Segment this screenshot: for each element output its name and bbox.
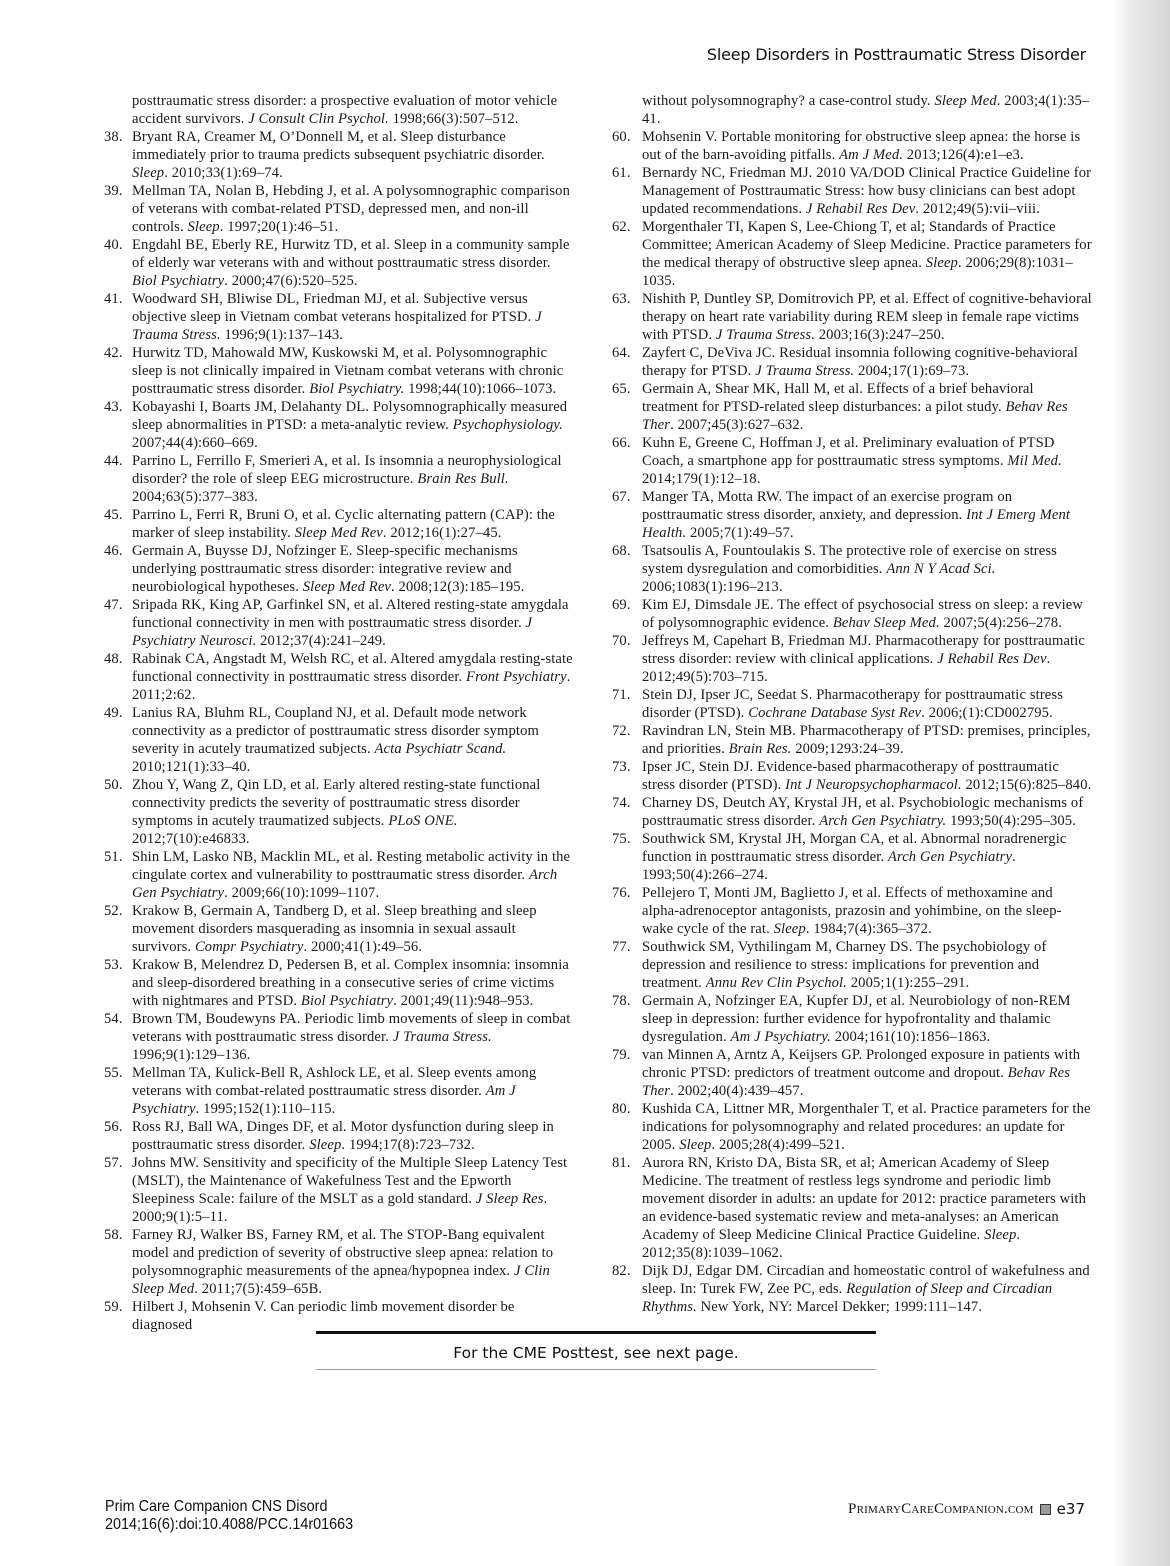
reference-number: 44. — [104, 453, 123, 469]
reference-text — [642, 758, 1092, 794]
reference-text — [642, 164, 1092, 218]
reference-body: Ravindran LN, Stein MB. Pharmacotherapy of PTSD: premises, principles, and priorities. — [642, 723, 1091, 757]
reference-journal: J Sleep Res — [475, 1191, 544, 1207]
footer-doi: 2014;16(6):doi:10.4088/PCC.14r01663 — [105, 1516, 354, 1533]
footer-citation-block — [105, 1498, 353, 1534]
reference-text — [642, 794, 1092, 830]
reference-item — [104, 596, 577, 650]
reference-number: 81. — [612, 1155, 631, 1171]
reference-text — [132, 236, 577, 290]
reference-body: Shin LM, Lasko NB, Macklin ML, et al. Resting metabolic activity in the cingulate cortex and vulnerability to posttraumatic stress disorder. — [132, 849, 571, 883]
references-left-column — [104, 92, 577, 1334]
reference-journal: Sleep — [187, 219, 220, 235]
cme-notice: For the CME Posttest, see next page. — [453, 1344, 739, 1362]
reference-body: Engdahl BE, Eberly RE, Hurwitz TD, et al. Sleep in a community sample of elderly war veterans with and without posttraumatic stress disorder. — [132, 237, 570, 271]
reference-item — [104, 776, 577, 848]
reference-citation: 2004;17(1):69–73. — [854, 363, 970, 379]
running-title: Sleep Disorders in Posttraumatic Stress Disorder — [706, 45, 1086, 64]
reference-text — [642, 92, 1092, 128]
reference-number: 77. — [612, 939, 631, 955]
reference-number: 63. — [612, 291, 631, 307]
reference-journal: Biol Psychiatry — [300, 993, 394, 1009]
reference-number: 76. — [612, 885, 631, 901]
reference-journal: Ann N Y Acad Sci. — [886, 561, 996, 577]
reference-journal: Psychophysiology. — [452, 417, 563, 433]
reference-citation: . 2003;4(1):35–41. — [642, 93, 1090, 127]
reference-body: Sripada RK, King AP, Garfinkel SN, et al. Altered resting-state amygdala functional connectivity in men with posttraumatic stress disorder. — [132, 597, 569, 631]
reference-citation: . 2000;47(6):520–525. — [224, 273, 358, 289]
reference-item — [104, 1226, 577, 1298]
reference-text — [132, 542, 577, 596]
reference-body: Charney DS, Deutch AY, Krystal JH, et al. Psychobiologic mechanisms of posttraumatic stress disorder. — [642, 795, 1084, 829]
reference-text — [642, 596, 1092, 632]
reference-item — [104, 128, 577, 182]
reference-journal: Cochrane Database Syst Rev — [748, 705, 922, 721]
reference-number: 74. — [612, 795, 631, 811]
reference-item — [612, 596, 1092, 632]
reference-item — [104, 1064, 577, 1118]
references-right-column — [612, 92, 1092, 1316]
reference-journal: Front Psychiatry — [466, 669, 567, 685]
reference-body: Nishith P, Duntley SP, Domitrovich PP, et al. Effect of cognitive-behavioral therapy on heart rate variability during REM sleep in female rape victims with PTSD. — [642, 291, 1092, 343]
reference-text — [132, 776, 577, 848]
reference-number: 55. — [104, 1065, 123, 1081]
reference-citation: 2010;121(1):33–40. — [132, 759, 251, 775]
reference-body: Mellman TA, Kulick-Bell R, Ashlock LE, et al. Sleep events among veterans with combat-related posttraumatic stress disorder. — [132, 1065, 537, 1099]
reference-journal: J Rehabil Res Dev — [937, 651, 1047, 667]
reference-number: 65. — [612, 381, 631, 397]
reference-citation: 2005;1(1):255–291. — [846, 975, 970, 991]
reference-text — [642, 488, 1092, 542]
reference-text — [132, 398, 577, 452]
reference-body: Krakow B, Melendrez D, Pedersen B, et al. Complex insomnia: insomnia and sleep-disordered breathing in a consecutive series of crime victims with nightmares and PTSD. — [132, 957, 569, 1009]
reference-body: Pellejero T, Monti JM, Baglietto J, et al. Effects of methoxamine and alpha-adrenoceptor antagonists, prazosin and yohimbine, on the sleep-wake cycle of the rat. — [642, 885, 1062, 937]
reference-text — [642, 830, 1092, 884]
reference-item — [104, 1118, 577, 1154]
reference-citation: 2012;7(10):e46833. — [132, 831, 250, 847]
reference-item — [612, 92, 1092, 128]
reference-citation: New York, NY: Marcel Dekker; 1999:111–147. — [696, 1299, 983, 1315]
reference-citation: 2014;179(1):12–18. — [642, 471, 761, 487]
reference-journal: Behav Res Ther — [642, 399, 1068, 433]
reference-body: Zhou Y, Wang Z, Qin LD, et al. Early altered resting-state functional connectivity predicts the severity of posttraumatic stress disorder symptoms in acutely traumatized subjects. — [132, 777, 541, 829]
reference-citation: . 2008;12(3):185–195. — [391, 579, 525, 595]
reference-journal: Sleep Med Rev — [294, 525, 383, 541]
reference-body: Hilbert J, Mohsenin V. Can periodic limb movement disorder be diagnosed — [132, 1299, 515, 1333]
reference-text — [132, 650, 577, 704]
reference-item — [104, 344, 577, 398]
reference-citation: . 2010;33(1):69–74. — [164, 165, 283, 181]
reference-item — [612, 380, 1092, 434]
reference-item — [104, 92, 577, 128]
footer-website: PrimaryCareCompanion.com — [848, 1500, 1034, 1517]
reference-citation: 2012;15(6):825–840. — [961, 777, 1092, 793]
reference-journal: Arch Gen Psychiatry. — [819, 813, 947, 829]
reference-number: 42. — [104, 345, 123, 361]
reference-number: 41. — [104, 291, 123, 307]
reference-journal: Arch Gen Psychiatry — [132, 867, 558, 901]
reference-citation: 2004;161(10):1856–1863. — [830, 1029, 991, 1045]
reference-text — [642, 686, 1092, 722]
reference-item — [104, 542, 577, 596]
reference-text — [132, 344, 577, 398]
reference-body: Hurwitz TD, Mahowald MW, Kuskowski M, et al. Polysomnographic sleep is not clinically impaired in Vietnam combat veterans with chronic posttraumatic stress disorder. — [132, 345, 564, 397]
reference-citation: . 2006;(1):CD002795. — [921, 705, 1053, 721]
reference-journal: J Rehabil Res Dev — [805, 201, 916, 217]
reference-body: Tsatsoulis A, Fountoulakis S. The protective role of exercise on stress system dysregulation and comorbidities. — [642, 543, 1057, 577]
reference-item — [104, 1154, 577, 1226]
reference-text — [132, 902, 577, 956]
reference-number: 59. — [104, 1299, 123, 1315]
reference-text — [642, 722, 1092, 758]
reference-body: Johns MW. Sensitivity and specificity of the Multiple Sleep Latency Test (MSLT), the Maintenance of Wakefulness Test and the Epworth Sleepiness Scale: failure of the MSLT as a gold standard. — [132, 1155, 568, 1207]
reference-text — [642, 434, 1092, 488]
reference-item — [612, 1100, 1092, 1154]
reference-citation: . 2012;35(8):1039–1062. — [642, 1227, 1021, 1261]
reference-body: Aurora RN, Kristo DA, Bista SR, et al; American Academy of Sleep Medicine. The treatment of restless legs syndrome and periodic limb movement disorder in adults: an update for 2012: practice parameters with an evidence-based systematic review and meta-analyses: an American Academy of Sleep Medicine Clinical Practice Guideline. — [642, 1155, 1086, 1243]
reference-item — [612, 686, 1092, 722]
reference-text — [132, 452, 577, 506]
reference-item — [612, 434, 1092, 488]
reference-text — [642, 542, 1092, 596]
reference-body: Kushida CA, Littner MR, Morgenthaler T, et al. Practice parameters for the indications for polysomnography and related procedures: an update for 2005. — [642, 1101, 1091, 1153]
reference-citation: 2013;126(4):e1–e3. — [903, 147, 1024, 163]
reference-text — [642, 380, 1092, 434]
reference-journal: Sleep — [925, 255, 958, 271]
reference-citation: . 2006;29(8):1031–1035. — [642, 255, 1073, 289]
reference-journal: J Trauma Stress. — [392, 1029, 492, 1045]
reference-number: 61. — [612, 165, 631, 181]
reference-body: Kobayashi I, Boarts JM, Delahanty DL. Polysomnographically measured sleep abnormalities in PTSD: a meta-analytic review. — [132, 399, 568, 433]
reference-text — [132, 128, 577, 182]
reference-body: Bryant RA, Creamer M, O’Donnell M, et al. Sleep disturbance immediately prior to trauma predicts subsequent psychiatric disorder. — [132, 129, 545, 163]
reference-text — [642, 938, 1092, 992]
reference-item — [612, 794, 1092, 830]
reference-item — [612, 1262, 1092, 1316]
reference-number: 56. — [104, 1119, 123, 1135]
reference-body: Mohsenin V. Portable monitoring for obstructive sleep apnea: the horse is out of the barn-avoiding pitfalls. — [642, 129, 1081, 163]
reference-item — [104, 1298, 577, 1334]
reference-citation: 2009;1293:24–39. — [791, 741, 904, 757]
reference-item — [612, 542, 1092, 596]
reference-citation: 1998;44(10):1066–1073. — [404, 381, 557, 397]
reference-body: Morgenthaler TI, Kapen S, Lee-Chiong T, et al; Standards of Practice Committee; American Academy of Sleep Medicine. Practice parameters for the medical therapy of obstructive sleep apnea. — [642, 219, 1092, 271]
reference-journal: Sleep — [679, 1137, 712, 1153]
reference-journal: J Trauma Stress. — [715, 327, 815, 343]
reference-number: 75. — [612, 831, 631, 847]
reference-citation: 1998;66(3):507–512. — [388, 111, 519, 127]
reference-journal: Brain Res Bull. — [417, 471, 509, 487]
reference-body: Stein DJ, Ipser JC, Seedat S. Pharmacotherapy for posttraumatic stress disorder (PTSD). — [642, 687, 1063, 721]
reference-citation: . 2000;9(1):5–11. — [132, 1191, 548, 1225]
reference-journal: Mil Med. — [1007, 453, 1062, 469]
reference-citation: . 2011;2:62. — [132, 669, 571, 703]
reference-journal: PLoS ONE. — [388, 813, 458, 829]
reference-journal: Acta Psychiatr Scand. — [374, 741, 507, 757]
reference-text — [642, 1100, 1092, 1154]
reference-text — [132, 1226, 577, 1298]
reference-text — [132, 956, 577, 1010]
reference-body: Brown TM, Boudewyns PA. Periodic limb movements of sleep in combat veterans with posttraumatic stress disorder. — [132, 1011, 571, 1045]
reference-number: 68. — [612, 543, 631, 559]
reference-journal: Sleep — [984, 1227, 1017, 1243]
reference-journal: Am J Psychiatry. — [730, 1029, 831, 1045]
reference-body: Dijk DJ, Edgar DM. Circadian and homeostatic control of wakefulness and sleep. In: Turek FW, Zee PC, eds. — [642, 1263, 1090, 1297]
reference-journal: Behav Sleep Med. — [832, 615, 940, 631]
reference-journal: Sleep — [132, 165, 165, 181]
reference-item — [104, 398, 577, 452]
reference-citation: . 1993;50(4):266–274. — [642, 849, 1016, 883]
reference-text — [642, 632, 1092, 686]
reference-body: Parrino L, Ferrillo F, Smerieri A, et al. Is insomnia a neurophysiological disorder? the role of sleep EEG microstructure. — [132, 453, 562, 487]
reference-number: 48. — [104, 651, 123, 667]
page-edge-shadow — [1112, 0, 1170, 1566]
reference-citation: 2006;1083(1):196–213. — [642, 579, 783, 595]
reference-number: 38. — [104, 129, 123, 145]
reference-body: Ross RJ, Ball WA, Dinges DF, et al. Motor dysfunction during sleep in posttraumatic stress disorder. — [132, 1119, 554, 1153]
reference-item — [612, 830, 1092, 884]
reference-journal: Annu Rev Clin Psychol. — [705, 975, 847, 991]
reference-citation: . 2001;49(11):948–953. — [393, 993, 534, 1009]
reference-citation: 2005;7(1):49–57. — [686, 525, 794, 541]
reference-body: without polysomnography? a case-control study. — [642, 93, 935, 109]
reference-text — [642, 218, 1092, 290]
reference-body: Germain A, Shear MK, Hall M, et al. Effects of a brief behavioral treatment for PTSD-related sleep disturbances: a pilot study. — [642, 381, 1034, 415]
reference-citation: 2007;5(4):256–278. — [939, 615, 1062, 631]
reference-item — [104, 506, 577, 542]
reference-citation: . 2007;45(3):627–632. — [670, 417, 804, 433]
reference-number: 66. — [612, 435, 631, 451]
reference-journal: Am J Med. — [839, 147, 904, 163]
reference-item — [104, 236, 577, 290]
reference-body: Farney RJ, Walker BS, Farney RM, et al. The STOP-Bang equivalent model and prediction of severity of obstructive sleep apnea: relation to polysomnographic measurements of the apnea/hypopnea index. — [132, 1227, 554, 1279]
reference-number: 70. — [612, 633, 631, 649]
reference-item — [104, 956, 577, 1010]
page-number: e37 — [1056, 1500, 1085, 1518]
reference-citation: 2003;16(3):247–250. — [815, 327, 945, 343]
reference-journal: Int J Neuropsychopharmacol. — [785, 777, 962, 793]
reference-body: posttraumatic stress disorder: a prospective evaluation of motor vehicle accident survivors. — [132, 93, 558, 127]
reference-text — [132, 596, 577, 650]
reference-text — [132, 290, 577, 344]
reference-number: 62. — [612, 219, 631, 235]
reference-body: Ipser JC, Stein DJ. Evidence-based pharmacotherapy of posttraumatic stress disorder (PTSD). — [642, 759, 1059, 793]
reference-item — [104, 182, 577, 236]
reference-number: 73. — [612, 759, 631, 775]
reference-citation: 2007;44(4):660–669. — [132, 435, 258, 451]
reference-text — [132, 1298, 577, 1334]
reference-citation: . 1994;17(8):723–732. — [341, 1137, 475, 1153]
reference-citation: 1996;9(1):137–143. — [220, 327, 343, 343]
reference-body: Mellman TA, Nolan B, Hebding J, et al. A polysomnographic comparison of veterans with combat-related PTSD, depressed men, and non-ill controls. — [132, 183, 570, 235]
reference-journal: Biol Psychiatry — [132, 273, 225, 289]
reference-body: Parrino L, Ferri R, Bruni O, et al. Cyclic alternating pattern (CAP): the marker of sleep instability. — [132, 507, 555, 541]
reference-text — [132, 92, 577, 128]
reference-body: Manger TA, Motta RW. The impact of an exercise program on posttraumatic stress disorder, anxiety, and depression. — [642, 489, 1013, 523]
reference-body: Southwick SM, Vythilingam M, Charney DS. The psychobiology of depression and resilience to stress: implications for prevention and treatment. — [642, 939, 1047, 991]
reference-journal: Arch Gen Psychiatry — [887, 849, 1013, 865]
reference-citation: . 2012;49(5):vii–viii. — [915, 201, 1040, 217]
reference-text — [642, 290, 1092, 344]
reference-body: Kim EJ, Dimsdale JE. The effect of psychosocial stress on sleep: a review of polysomnographic evidence. — [642, 597, 1084, 631]
reference-text — [642, 344, 1092, 380]
reference-number: 69. — [612, 597, 631, 613]
reference-text — [132, 182, 577, 236]
reference-item — [104, 650, 577, 704]
reference-citation: . 2011;7(5):459–65B. — [194, 1281, 323, 1297]
reference-item — [612, 344, 1092, 380]
reference-number: 54. — [104, 1011, 123, 1027]
footer-right — [848, 1500, 1085, 1518]
reference-text — [132, 848, 577, 902]
reference-item — [612, 1046, 1092, 1100]
reference-text — [642, 128, 1092, 164]
reference-text — [132, 704, 577, 776]
reference-body: Kuhn E, Greene C, Hoffman J, et al. Preliminary evaluation of PTSD Coach, a smartphone app for posttraumatic stress symptoms. — [642, 435, 1055, 469]
reference-journal: J Consult Clin Psychol. — [248, 111, 389, 127]
reference-text — [132, 1154, 577, 1226]
reference-number: 47. — [104, 597, 123, 613]
reference-number: 45. — [104, 507, 123, 523]
reference-journal: J Clin Sleep Med — [132, 1263, 550, 1297]
reference-citation: . 1984;7(4):365–372. — [805, 921, 932, 937]
reference-number — [104, 92, 132, 128]
reference-item — [612, 884, 1092, 938]
reference-number: 40. — [104, 237, 123, 253]
reference-item — [104, 290, 577, 344]
reference-text — [642, 1262, 1092, 1316]
reference-body: Germain A, Nofzinger EA, Kupfer DJ, et al. Neurobiology of non-REM sleep in depression: further evidence for hypofrontality and thalamic dysregulation. — [642, 993, 1071, 1045]
reference-citation: . 2012;37(4):241–249. — [252, 633, 386, 649]
reference-body: Rabinak CA, Angstadt M, Welsh RC, et al. Altered amygdala resting-state functional connectivity in posttraumatic stress disorder. — [132, 651, 573, 685]
reference-body: van Minnen A, Arntz A, Keijsers GP. Prolonged exposure in patients with chronic PTSD: predictors of treatment outcome and dropout. — [642, 1047, 1081, 1081]
reference-number: 82. — [612, 1263, 631, 1279]
footer-journal: Prim Care Companion CNS Disord — [105, 1498, 328, 1515]
reference-item — [612, 938, 1092, 992]
reference-number: 57. — [104, 1155, 123, 1171]
reference-number: 60. — [612, 129, 631, 145]
reference-body: Zayfert C, DeViva JC. Residual insomnia following cognitive-behavioral therapy for PTSD. — [642, 345, 1078, 379]
reference-journal: J Trauma Stress. — [755, 363, 855, 379]
reference-citation: 1996;9(1):129–136. — [132, 1047, 251, 1063]
reference-number: 79. — [612, 1047, 631, 1063]
reference-citation: . 2009;66(10):1099–1107. — [224, 885, 380, 901]
reference-number: 64. — [612, 345, 631, 361]
reference-body: Germain A, Buysse DJ, Nofzinger E. Sleep-specific mechanisms underlying posttraumatic stress disorder: integrative review and neurobiological hypotheses. — [132, 543, 518, 595]
reference-number: 52. — [104, 903, 123, 919]
reference-text — [132, 1064, 577, 1118]
reference-text — [642, 1154, 1092, 1262]
reference-item — [104, 848, 577, 902]
reference-citation: 2004;63(5):377–383. — [132, 489, 258, 505]
reference-citation: . 2002;40(4):439–457. — [670, 1083, 804, 1099]
reference-journal: Sleep — [309, 1137, 342, 1153]
reference-body: Southwick SM, Krystal JH, Morgan CA, et al. Abnormal noradrenergic function in posttraumatic stress disorder. — [642, 831, 1067, 865]
reference-number: 58. — [104, 1227, 123, 1243]
reference-item — [612, 722, 1092, 758]
reference-item — [612, 758, 1092, 794]
reference-text — [132, 1010, 577, 1064]
reference-journal: Behav Res Ther — [642, 1065, 1071, 1099]
reference-number: 67. — [612, 489, 631, 505]
reference-body: Woodward SH, Bliwise DL, Friedman MJ, et al. Subjective versus objective sleep in Vietnam combat veterans hospitalized for PTSD. — [132, 291, 536, 325]
reference-number: 78. — [612, 993, 631, 1009]
reference-item — [612, 290, 1092, 344]
reference-number: 43. — [104, 399, 123, 415]
reference-journal: Brain Res. — [728, 741, 792, 757]
reference-citation: . 2005;28(4):499–521. — [711, 1137, 845, 1153]
reference-body: Jeffreys M, Capehart B, Friedman MJ. Pharmacotherapy for posttraumatic stress disorder: review with clinical applications. — [642, 633, 1085, 667]
reference-citation: . 2000;41(1):49–56. — [303, 939, 423, 955]
reference-journal: J Trauma Stress. — [132, 309, 542, 343]
square-bullet-icon — [1040, 1504, 1051, 1515]
reference-number: 80. — [612, 1101, 631, 1117]
reference-number: 71. — [612, 687, 631, 703]
reference-item — [612, 1154, 1092, 1262]
reference-number: 49. — [104, 705, 123, 721]
reference-journal: Sleep — [773, 921, 806, 937]
reference-citation: . 1997;20(1):46–51. — [219, 219, 339, 235]
reference-number: 51. — [104, 849, 123, 865]
reference-journal: Sleep Med — [934, 93, 997, 109]
reference-text — [642, 992, 1092, 1046]
reference-item — [612, 128, 1092, 164]
reference-number — [612, 92, 642, 128]
reference-item — [612, 164, 1092, 218]
reference-body: Lanius RA, Bluhm RL, Coupland NJ, et al. Default mode network connectivity as a predictor of posttraumatic stress disorder symptom severity in acutely traumatized subjects. — [132, 705, 539, 757]
reference-item — [104, 902, 577, 956]
reference-item — [612, 218, 1092, 290]
reference-item — [612, 992, 1092, 1046]
reference-text — [132, 506, 577, 542]
reference-item — [104, 452, 577, 506]
reference-journal: Compr Psychiatry — [194, 939, 304, 955]
reference-journal: Biol Psychiatry. — [309, 381, 405, 397]
reference-item — [612, 632, 1092, 686]
reference-journal: Sleep Med Rev — [302, 579, 392, 595]
reference-number: 72. — [612, 723, 631, 739]
reference-journal: J Psychiatry Neurosci — [132, 615, 533, 649]
reference-number: 50. — [104, 777, 123, 793]
reference-body: Krakow B, Germain A, Tandberg D, et al. Sleep breathing and sleep movement disorders masquerading as insomnia in sexual assault survivors. — [132, 903, 537, 955]
reference-journal: Int J Emerg Ment Health. — [642, 507, 1071, 541]
reference-item — [104, 1010, 577, 1064]
reference-number: 46. — [104, 543, 123, 559]
reference-number: 39. — [104, 183, 123, 199]
cme-notice-box — [316, 1331, 876, 1370]
reference-citation: . 1995;152(1):110–115. — [195, 1101, 336, 1117]
reference-citation: . 2012;49(5):703–715. — [642, 651, 1051, 685]
reference-text — [642, 884, 1092, 938]
reference-item — [104, 704, 577, 776]
reference-journal: Regulation of Sleep and Circadian Rhythms. — [642, 1281, 1053, 1315]
reference-body: Bernardy NC, Friedman MJ. 2010 VA/DOD Clinical Practice Guideline for Management of Posttraumatic Stress: how busy clinicians can best adopt updated recommendations. — [642, 165, 1092, 217]
reference-journal: Am J Psychiatry — [132, 1083, 516, 1117]
reference-citation: 1993;50(4):295–305. — [946, 813, 1076, 829]
reference-item — [612, 488, 1092, 542]
reference-number: 53. — [104, 957, 123, 973]
cme-bottom-rule — [316, 1369, 876, 1370]
reference-text — [132, 1118, 577, 1154]
reference-citation: . 2012;16(1):27–45. — [382, 525, 502, 541]
reference-text — [642, 1046, 1092, 1100]
